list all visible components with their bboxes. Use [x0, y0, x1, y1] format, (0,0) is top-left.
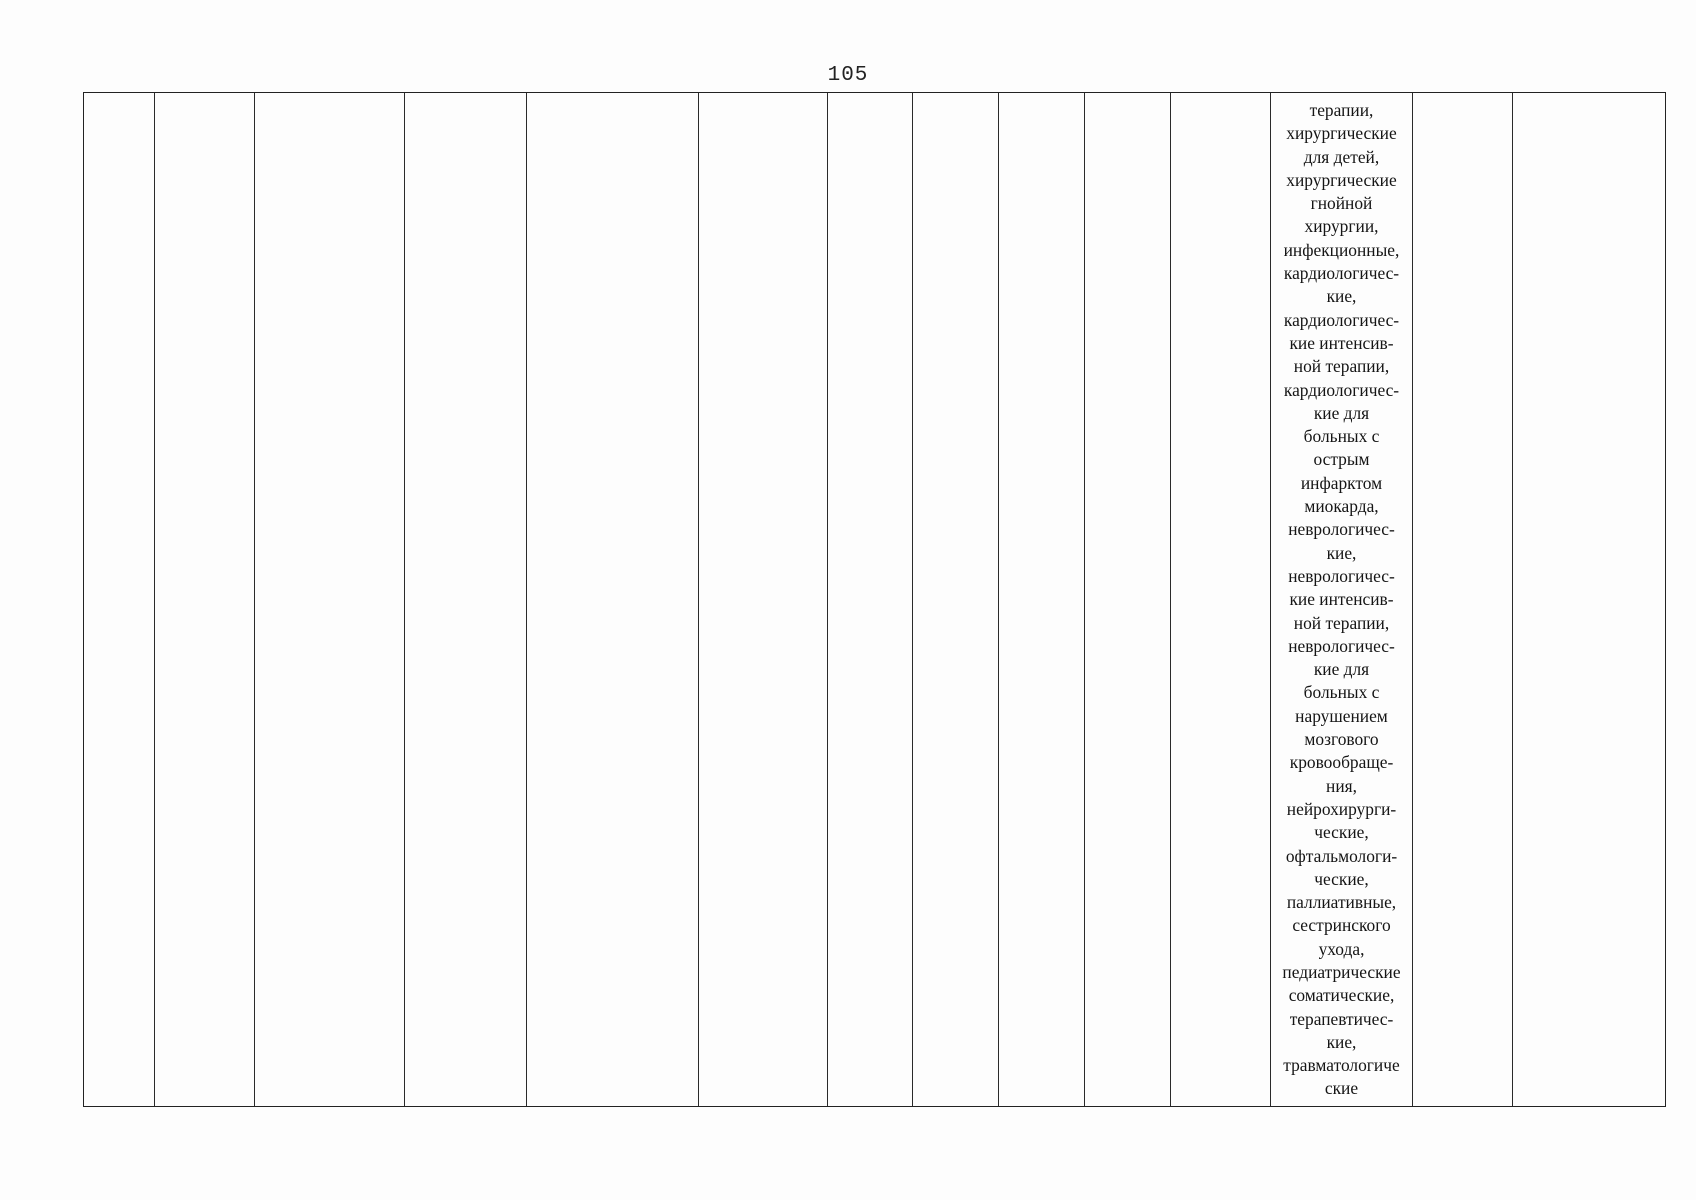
cell-text-line: кие,	[1326, 286, 1357, 307]
cell-text-line: неврологичес-	[1288, 635, 1395, 656]
cell-text-line: ухода,	[1318, 938, 1365, 959]
cell-text-line: кие,	[1326, 542, 1357, 563]
cell-text-line: хирургические	[1286, 169, 1397, 190]
cell-text-line: инфекционные,	[1283, 239, 1400, 260]
cell-text-line: кардиологичес-	[1283, 263, 1400, 284]
table-column-13	[1413, 93, 1513, 1106]
cell-text-line: офтальмологи-	[1285, 845, 1398, 866]
cell-text-line: педиатрические	[1282, 961, 1401, 982]
table-column-10	[1085, 93, 1171, 1106]
cell-text-line: хирургии,	[1304, 216, 1379, 237]
cell-text-line: кие интенсив-	[1289, 589, 1394, 610]
cell-text-line: травматологиче	[1283, 1055, 1400, 1076]
cell-text-line: нарушением	[1295, 705, 1388, 726]
cell-text-line: кардиологичес-	[1283, 379, 1400, 400]
table-column-7	[828, 93, 913, 1106]
table-column-6	[699, 93, 828, 1106]
page-number: 105	[827, 64, 869, 87]
table-column-12	[1271, 93, 1413, 1106]
table-column-4	[405, 93, 527, 1106]
table-column-8	[913, 93, 999, 1106]
cell-text-line: кие,	[1326, 1031, 1357, 1052]
cell-text-line: хирургические	[1286, 123, 1397, 144]
cell-text-line: кие для	[1313, 402, 1370, 423]
cell-text-line: неврологичес-	[1288, 565, 1395, 586]
table-column-9	[999, 93, 1085, 1106]
cell-text-line: кардиологичес-	[1283, 309, 1400, 330]
cell-text-line: ния,	[1326, 775, 1357, 796]
cell-text-line: кие для	[1313, 659, 1370, 680]
cell-text-line: терапевтичес-	[1289, 1008, 1394, 1029]
cell-text-line: больных с	[1303, 682, 1380, 703]
cell-text-line: ческие,	[1314, 822, 1369, 843]
cell-text-line: кровообраще-	[1289, 752, 1394, 773]
cell-text-line: кие интенсив-	[1289, 332, 1394, 353]
table-column-3	[255, 93, 405, 1106]
cell-text-line: мозгового	[1304, 729, 1379, 750]
table-column-5	[527, 93, 699, 1106]
cell-text-line: острым	[1313, 449, 1370, 470]
cell-text-line: ной терапии,	[1293, 612, 1390, 633]
cell-text-line: миокарда,	[1304, 496, 1379, 517]
cell-text-line: больных с	[1303, 426, 1380, 447]
cell-text-line: инфарктом	[1300, 472, 1383, 493]
table-column-2	[155, 93, 255, 1106]
table-column-11	[1171, 93, 1271, 1106]
table-column-14	[1513, 93, 1667, 1106]
cell-text-line: ские	[1324, 1078, 1359, 1099]
cell-text-line: нейрохирурги-	[1286, 798, 1397, 819]
cell-text-line: терапии,	[1309, 100, 1374, 120]
data-table	[83, 92, 1666, 1107]
cell-text-line: ческие,	[1314, 868, 1369, 889]
table-column-1	[84, 93, 155, 1106]
cell-text-line: неврологичес-	[1288, 519, 1395, 540]
cell-text-line: соматические,	[1288, 985, 1395, 1006]
cell-text-line: гнойной	[1310, 193, 1373, 214]
cell-text-line: ной терапии,	[1293, 356, 1390, 377]
cell-text-line: для детей,	[1303, 146, 1380, 167]
cell-text-line: паллиативные,	[1286, 892, 1397, 913]
cell-text-line: сестринского	[1292, 915, 1391, 936]
department-profiles-cell	[1271, 99, 1412, 1101]
